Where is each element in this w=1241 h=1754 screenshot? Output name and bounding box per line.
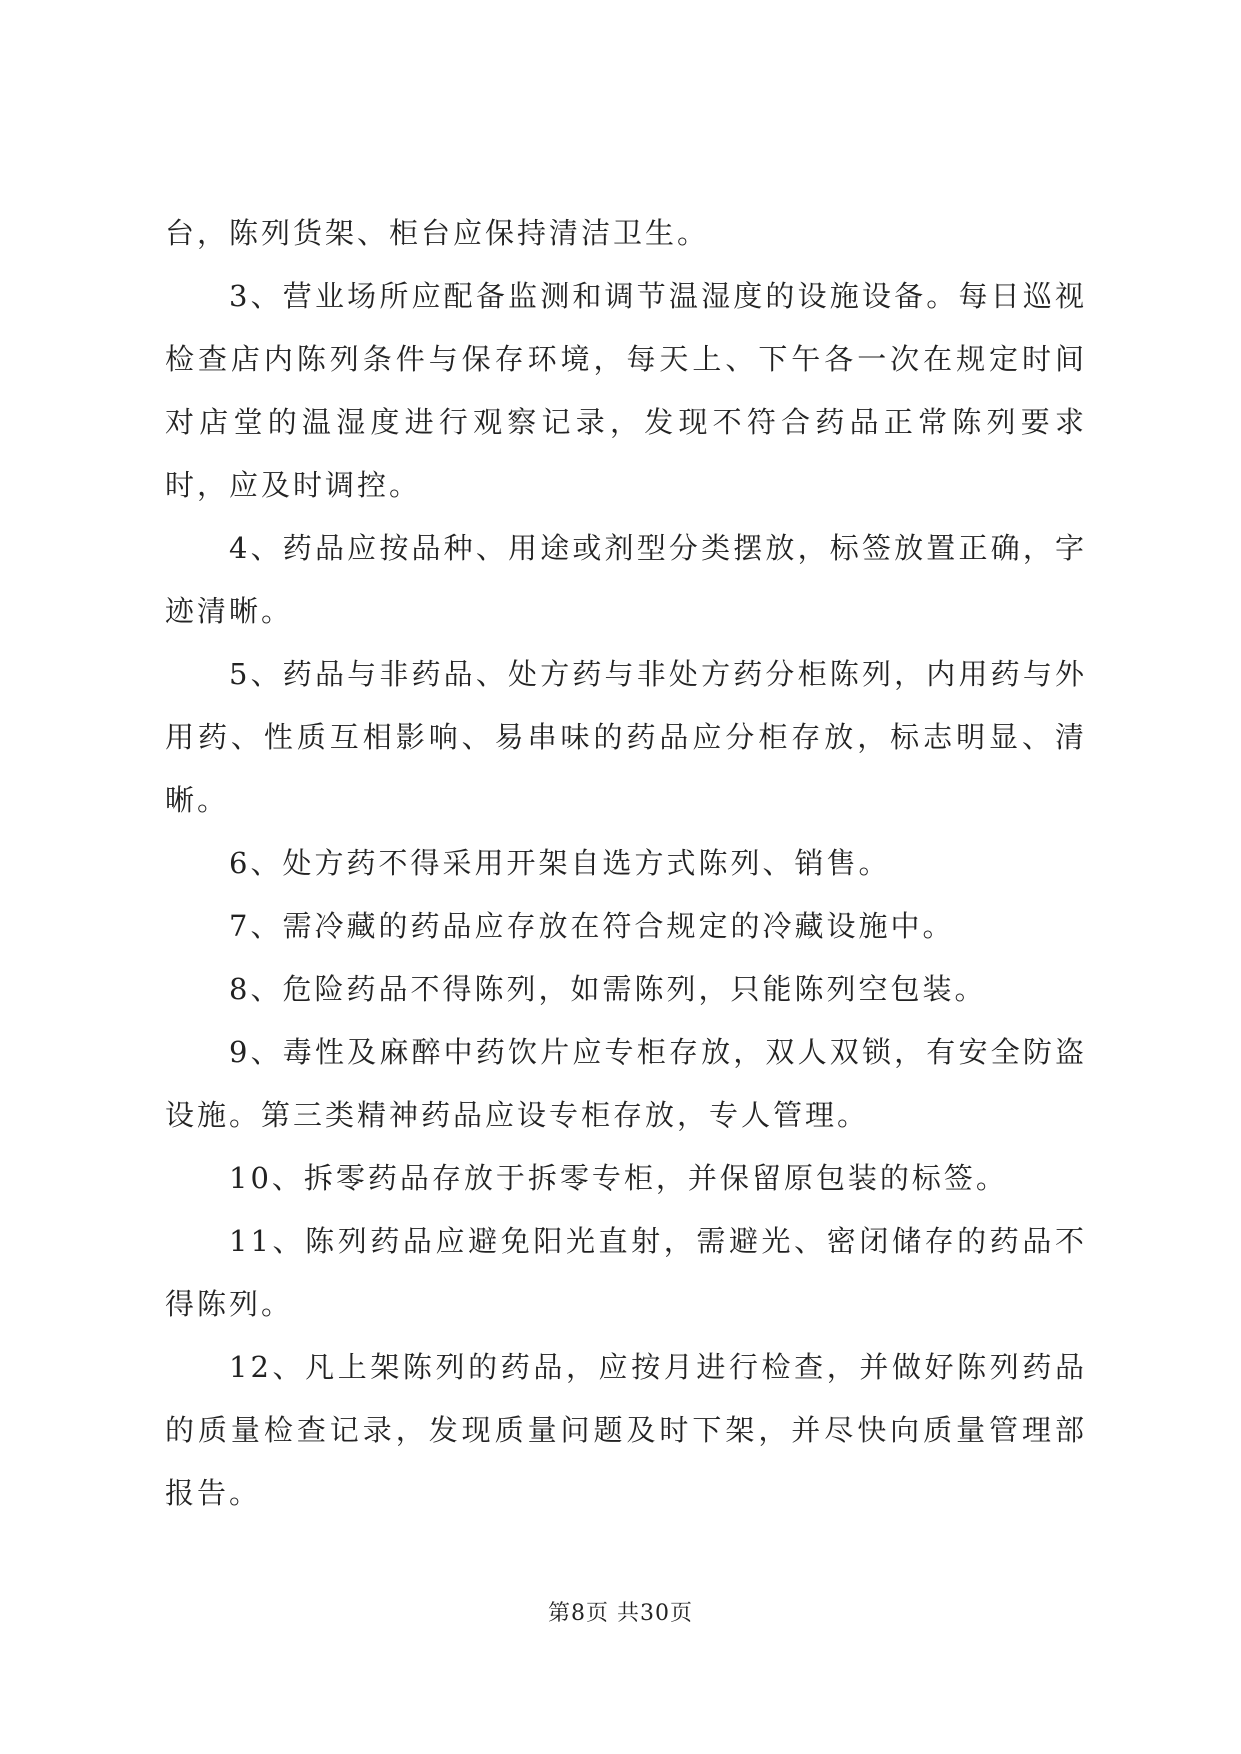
- paragraph-item-12: 12、凡上架陈列的药品，应按月进行检查，并做好陈列药品的质量检查记录，发现质量问题及时下架，并尽快向质量管理部报告。: [165, 1350, 1087, 1510]
- paragraph-item-4: 4、药品应按品种、用途或剂型分类摆放，标签放置正确，字迹清晰。: [165, 531, 1087, 628]
- paragraph-item-7: 7、需冷藏的药品应存放在符合规定的冷藏设施中。: [229, 909, 955, 943]
- paragraph-item-8: 8、危险药品不得陈列，如需陈列，只能陈列空包装。: [229, 972, 987, 1006]
- paragraph-item-6: 6、处方药不得采用开架自选方式陈列、销售。: [229, 846, 891, 880]
- paragraph-item-11: 11、陈列药品应避免阳光直射，需避光、密闭储存的药品不得陈列。: [165, 1224, 1087, 1321]
- paragraph-item-9: 9、毒性及麻醉中药饮片应专柜存放，双人双锁，有安全防盗设施。第三类精神药品应设专柜存放，专人管理。: [165, 1035, 1087, 1132]
- paragraph-item-5: 5、药品与非药品、处方药与非处方药分柜陈列，内用药与外用药、性质互相影响、易串味的药品应分柜存放，标志明显、清晰。: [165, 657, 1087, 817]
- page-number-footer: 第8页 共30页: [548, 1601, 693, 1626]
- paragraph-continuation: 台，陈列货架、柜台应保持清洁卫生。: [165, 216, 710, 250]
- document-body: [165, 202, 1087, 1525]
- paragraph-item-10: 10、拆零药品存放于拆零专柜，并保留原包装的标签。: [229, 1161, 1008, 1195]
- paragraph-item-3: 3、营业场所应配备监测和调节温湿度的设施设备。每日巡视检查店内陈列条件与保存环境，每天上、下午各一次在规定时间对店堂的温湿度进行观察记录，发现不符合药品正常陈列要求时，应及时调控。: [165, 279, 1087, 502]
